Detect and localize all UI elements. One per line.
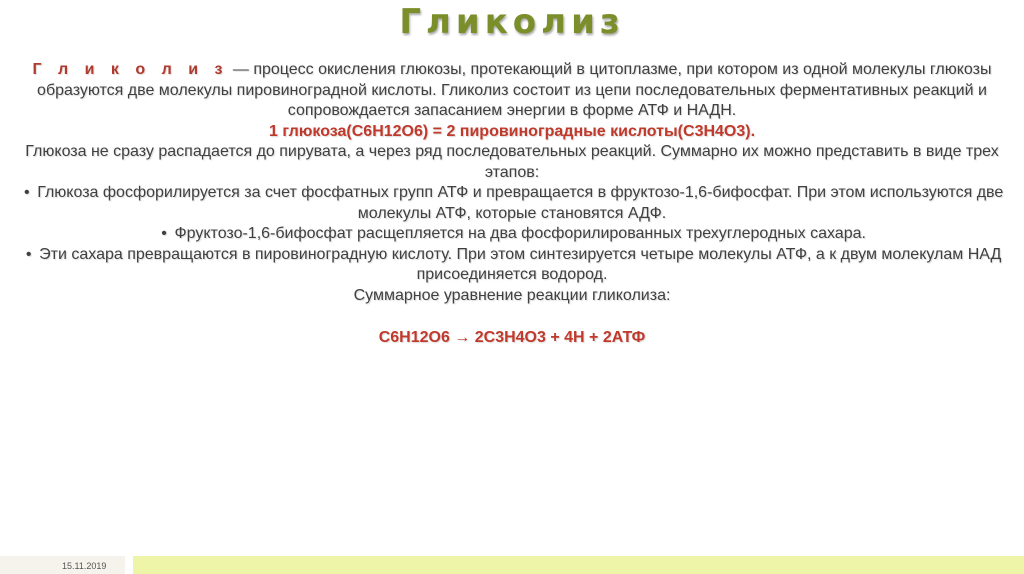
intro-paragraph: Глюкоза не сразу распадается до пирувата, а через ряд последовательных реакций. Суммарно их можно представить в виде трех этапов: (25, 143, 999, 181)
bullet-text: Фруктозо-1,6-бифосфат расщепляется на два фосфорилированных трехуглеродных сахара. (174, 225, 866, 242)
equation-summary: C6H12O6 → 2C3H4O3 + 4H + 2АТФ (378, 329, 646, 346)
bullet-item-2 (10, 224, 1014, 245)
bullet-text: Эти сахара превращаются в пировиноградную кислоту. При этом синтезируется четыре молекулы АТФ, а к двум молекулам НАД присоединяется водород. (39, 245, 1002, 283)
equation-overall: 1 глюкоза(С6Н12О6) = 2 пировиноградные кислоты(С3Н4О3). (268, 122, 756, 140)
bullet-item-1 (10, 183, 1014, 224)
definition-paragraph (10, 60, 1014, 122)
spacer (10, 306, 1014, 328)
summary-label: Суммарное уравнение реакции гликолиза: (353, 286, 671, 304)
bullet-icon: • (25, 245, 32, 263)
definition-term: Г л и к о л и з (32, 61, 229, 78)
definition-text: — процесс окисления глюкозы, протекающий в цитоплазме, при котором из одной молекулы глюкозы образуются две молекулы пировиноградной кислоты. Гликолиз состоит из цепи последовательных ферментативных реакций и сопровождается запасанием энергии в форме АТФ и НАДН. (37, 61, 992, 119)
footer-accent-bar (133, 556, 1024, 574)
bullet-item-3 (10, 245, 1014, 286)
bullet-text: Глюкоза фосфорилируется за счет фосфатных групп АТФ и превращается в фруктозо-1,6-бифосфат. При этом используются две молекулы АТФ, которые становятся АДФ. (37, 184, 1004, 222)
footer-bar (0, 556, 1024, 574)
bullet-icon: • (161, 225, 167, 242)
bullet-icon: • (23, 184, 30, 201)
slide-title: Гликолиз (399, 2, 625, 42)
footer-date: 15.11.2019 (62, 561, 107, 571)
slide-body (10, 60, 1014, 349)
